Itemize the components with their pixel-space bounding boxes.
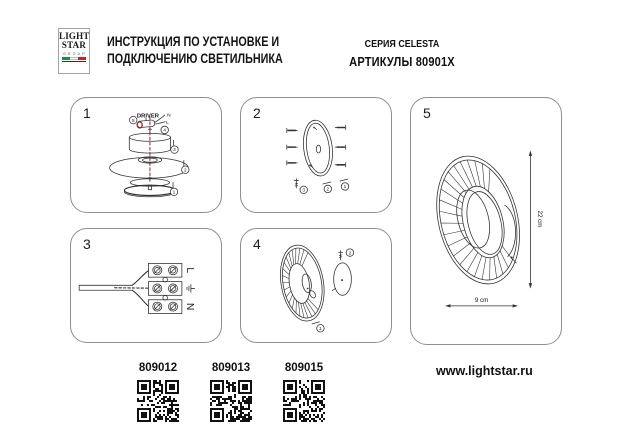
height-dimension xyxy=(529,150,543,288)
wire-l-label: L xyxy=(166,121,169,127)
panel-step-4 xyxy=(240,228,392,343)
series-block xyxy=(348,38,457,69)
step-marker-2 xyxy=(182,166,189,173)
svg-text:2: 2 xyxy=(348,250,352,256)
step-number-4: 4 xyxy=(253,236,261,252)
screw-icon xyxy=(294,179,298,188)
screws-left xyxy=(287,128,298,165)
svg-text:1: 1 xyxy=(172,189,176,195)
svg-text:2: 2 xyxy=(183,167,187,173)
screw-icon xyxy=(339,251,343,260)
mounting-ring xyxy=(300,119,335,178)
article-code-2: 809013 xyxy=(211,362,251,374)
website-url: www.lightstar.ru xyxy=(436,364,533,378)
step-marker-3 xyxy=(300,186,307,193)
article-code-3: 809015 xyxy=(284,362,324,374)
svg-text:1: 1 xyxy=(343,184,347,190)
articles-label: АРТИКУЛЫ 80901X xyxy=(349,53,455,69)
title-line-2: ПОДКЛЮЧЕНИЮ СВЕТИЛЬНИКА xyxy=(107,51,283,66)
panel-step-1 xyxy=(70,97,222,213)
step-number-1: 1 xyxy=(83,105,91,121)
step-marker-2 xyxy=(324,185,331,192)
series-label: СЕРИЯ CELESTA xyxy=(364,38,440,50)
diffuser-dome xyxy=(110,157,189,178)
driver-label: DRIVER xyxy=(136,113,160,120)
screws-right xyxy=(335,125,346,167)
step-number-5: 5 xyxy=(423,105,431,121)
diagram-mounting-ring xyxy=(241,98,391,212)
title-line-1: ИНСТРУКЦИЯ ПО УСТАНОВКЕ И xyxy=(107,34,280,49)
step-number-2: 2 xyxy=(253,105,261,121)
logo-word-star: STAR xyxy=(61,40,87,50)
logo-word-group: GROUP xyxy=(63,51,87,56)
italy-flag-icon xyxy=(62,57,86,62)
page-title xyxy=(107,33,283,67)
qr-code-3 xyxy=(283,380,325,422)
svg-text:1: 1 xyxy=(319,325,322,331)
diagram-terminal-wiring xyxy=(71,229,221,342)
article-code-1: 809012 xyxy=(138,362,178,374)
lamp-shade xyxy=(275,242,330,325)
power-cable xyxy=(79,271,148,306)
svg-text:5: 5 xyxy=(131,117,135,123)
lamp-full-view xyxy=(424,147,532,292)
terminal-block xyxy=(148,263,181,313)
step-marker-5 xyxy=(129,116,136,123)
step-marker-4 xyxy=(161,126,168,133)
step-marker-2 xyxy=(346,249,353,256)
step-number-3: 3 xyxy=(83,236,91,252)
width-dimension xyxy=(445,297,518,308)
terminal-n-label: N xyxy=(183,302,195,311)
diagram-exploded-view xyxy=(71,98,221,212)
step-marker-1 xyxy=(341,183,348,190)
diagram-lamp-dimensions xyxy=(411,98,561,344)
diagram-shade-assembly xyxy=(241,229,391,342)
step-marker-1 xyxy=(317,325,324,332)
base-plate xyxy=(124,185,175,196)
panel-step-3 xyxy=(70,228,222,343)
panel-step-2 xyxy=(240,97,392,213)
svg-text:4: 4 xyxy=(163,127,166,133)
terminal-l-label: L xyxy=(183,267,195,274)
svg-text:2: 2 xyxy=(326,186,330,192)
panel-step-5 xyxy=(410,97,562,345)
round-cover xyxy=(332,263,351,295)
height-value: 22 cm xyxy=(535,210,543,228)
logo-word-light: LIGHT xyxy=(59,31,90,41)
step-marker-3 xyxy=(171,146,178,153)
svg-text:3: 3 xyxy=(173,147,176,153)
svg-text:3: 3 xyxy=(302,187,306,193)
qr-code-1 xyxy=(137,380,179,422)
ground-icon xyxy=(187,285,195,293)
lightstar-logo xyxy=(58,28,90,74)
step-marker-1 xyxy=(170,188,177,195)
wire-n-label: N xyxy=(167,113,171,119)
width-value: 9 cm xyxy=(474,296,489,304)
qr-code-2 xyxy=(210,380,252,422)
